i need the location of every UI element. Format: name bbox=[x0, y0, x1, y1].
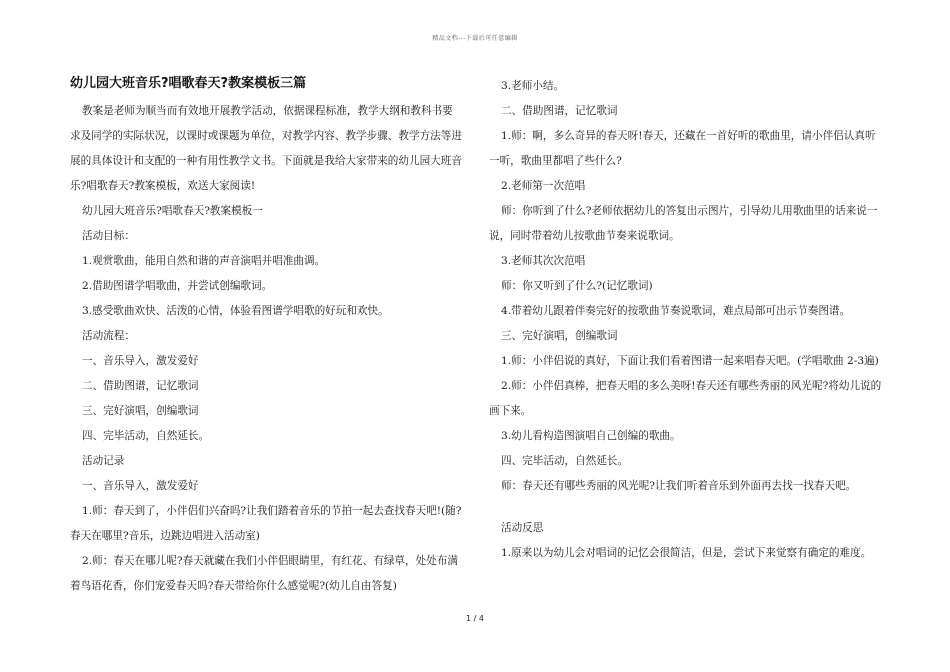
paragraph: 2.师：小伴侣真棒，把春天唱的多么美呀!春天还有哪些秀丽的风光呢?将幼儿说的画下来。 bbox=[489, 380, 882, 417]
paragraph-line: 3.老师其次次范唱 bbox=[501, 255, 586, 267]
paragraph-line: 活动目标： bbox=[82, 230, 135, 242]
paragraph-line: 三、完好演唱，创编歌词 bbox=[82, 405, 199, 417]
paragraph-line: 师：春天还有哪些秀丽的风光呢?让我们听着音乐到外面再去找一找春天吧。 bbox=[501, 480, 857, 492]
section-heading: 活动反思 bbox=[501, 522, 544, 534]
paragraph-line: 一、音乐导入，激发爱好 bbox=[82, 480, 199, 492]
paragraph: 1.师：啊，多么奇异的春天呀!春天，还藏在一首好听的歌曲里，请小伴侣认真听一听，歌曲里都唱了些什么? bbox=[489, 130, 876, 167]
paragraph-line: 3.幼儿看构造图演唱自己创编的歌曲。 bbox=[501, 430, 681, 442]
paragraph: 师：你听到了什么?老师依据幼儿的答复出示图片，引导幼儿用歌曲里的话来说一说，同时带着幼儿按歌曲节奏来说歌词。 bbox=[489, 205, 878, 242]
paragraph-line: 二、借助图谱，记忆歌词 bbox=[501, 105, 618, 117]
paragraph-line: 二、借助图谱，记忆歌词 bbox=[82, 380, 199, 392]
paragraph-line: 1.观赏歌曲，能用自然和谐的声音演唱并唱准曲调。 bbox=[82, 255, 326, 267]
paragraph-line: 活动记录 bbox=[82, 455, 125, 467]
paragraph-line: 1.原来以为幼儿会对唱词的记忆会很简洁，但是，尝试下来觉察有确定的难度。 bbox=[501, 547, 872, 559]
spacer bbox=[489, 499, 882, 516]
intro-paragraph: 教案是老师为顺当而有效地开展教学活动，依据课程标准，教学大纲和教科书要求及同学的实际状况，以课时或课题为单位，对教学内容、教学步骤、教学方法等进展的具体设计和支配的一种有用性教学文书。下面就是我给大家带来的幼儿园大班音乐?唱歌春天?教案模板，欢送大家阅读! bbox=[70, 105, 462, 192]
section-heading: 幼儿园大班音乐?唱歌春天?教案模板一 bbox=[82, 205, 263, 217]
paragraph-line: 3.老师小结。 bbox=[501, 80, 565, 92]
paragraph-line: 2.老师第一次范唱 bbox=[501, 180, 586, 192]
paragraph-line: 活动流程： bbox=[82, 330, 135, 342]
page-number: 1 / 4 bbox=[466, 614, 484, 623]
paragraph-line: 一、音乐导入，激发爱好 bbox=[82, 355, 199, 367]
left-column bbox=[70, 74, 462, 599]
right-column bbox=[489, 74, 882, 566]
paragraph-line: 4.带着幼儿跟着伴奏完好的按歌曲节奏说歌词，难点局部可出示节奏图谱。 bbox=[501, 305, 851, 317]
paragraph-line: 四、完毕活动，自然延长。 bbox=[82, 430, 210, 442]
paragraph: 2.师：春天在哪儿呢?春天就藏在我们小伴侣眼睛里，有红花、有绿草，处处布满着鸟语花香，你们宠爱春天吗?春天带给你什么感觉呢?(幼儿自由答复) bbox=[70, 555, 458, 592]
paragraph: 1.师：小伴侣说的真好，下面让我们看着图谱一起来唱春天吧。(学唱歌曲 2-3遍) bbox=[501, 355, 879, 367]
paragraph: 1.师：春天到了，小伴侣们兴奋吗?让我们踏着音乐的节拍一起去查找春天吧!(随?春天在哪里?音乐，边跳边唱进入活动室) bbox=[70, 505, 462, 542]
paragraph-line: 四、完毕活动，自然延长。 bbox=[501, 455, 629, 467]
paragraph-line: 3.感受歌曲欢快、活泼的心情，体验看图谱学唱歌的好玩和欢快。 bbox=[82, 305, 389, 317]
document-title: 幼儿园大班音乐?唱歌春天?教案模板三篇 bbox=[70, 76, 307, 91]
paragraph-line: 2.借助图谱学唱歌曲，并尝试创编歌词。 bbox=[82, 280, 273, 292]
paragraph-line: 三、完好演唱，创编歌词 bbox=[501, 330, 618, 342]
page-header: 精品文档---下载后可任意编辑 bbox=[432, 35, 518, 42]
paragraph-line: 师：你又听到了什么?(记忆歌词) bbox=[501, 280, 653, 292]
